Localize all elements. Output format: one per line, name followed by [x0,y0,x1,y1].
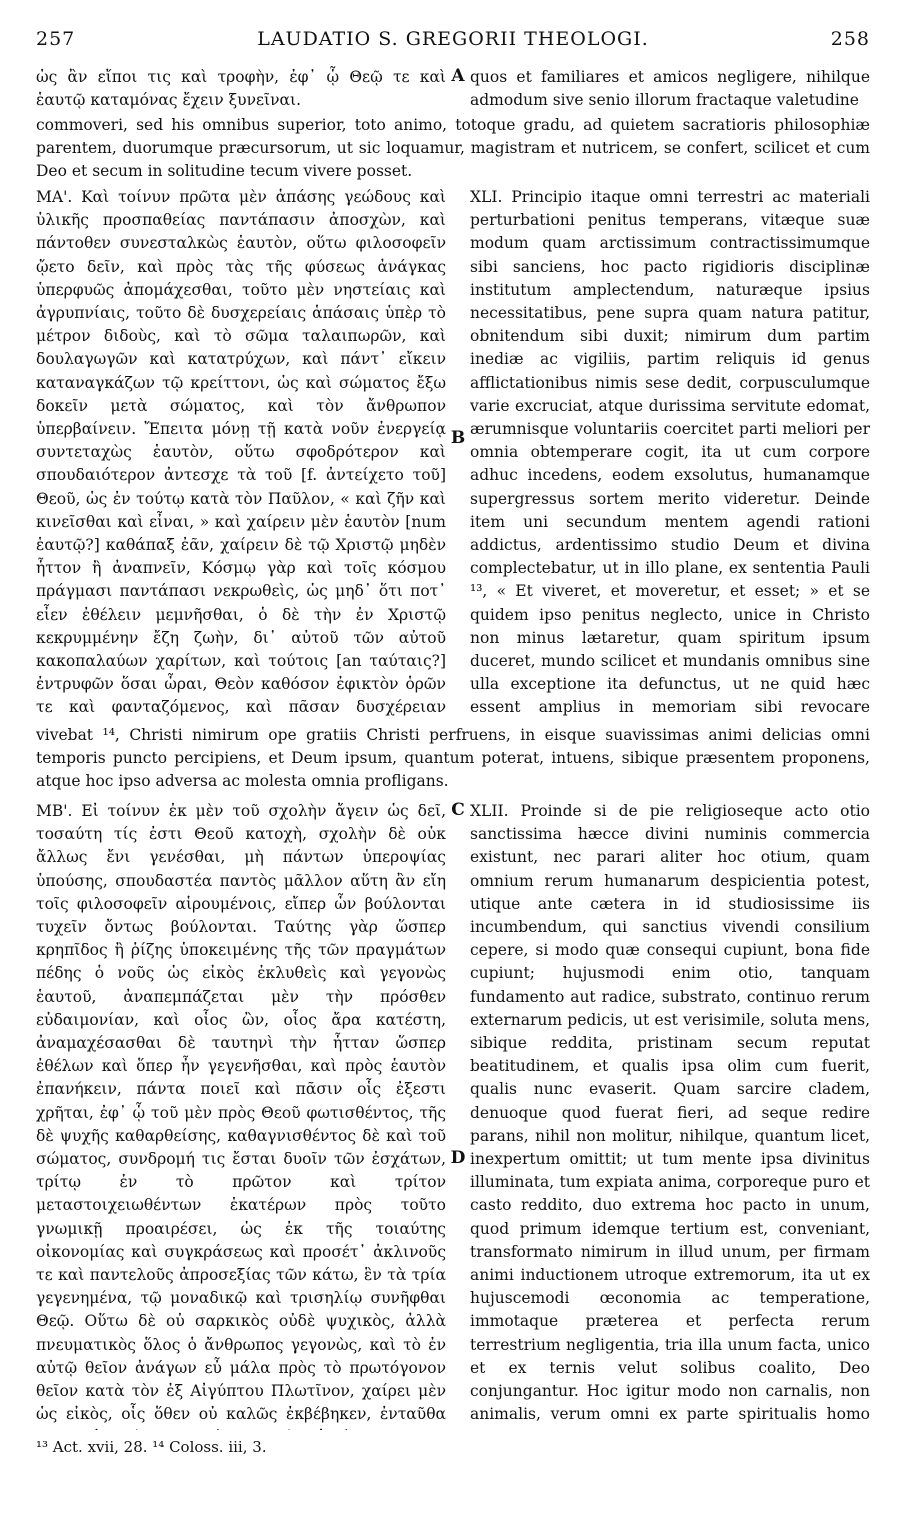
running-title: LAUDATIO S. GREGORII THEOLOGI. [257,28,649,50]
page-number-right: 258 [830,28,870,50]
greek-text-block-1: ὡς ἂν εἴποι τις καὶ τροφὴν, ἐφ᾽ ᾧ Θεῷ τε καὶ ἑαυτῷ καταμόνας ἔχειν ξυνεῖναι. [36,68,446,110]
greek-text-block-3: ΜΒ'. Εἰ τοίνυν ἐκ μὲν τοῦ σχολὴν ἄγειν ὡς δεῖ, τοσαύτη τίς ἐστι Θεοῦ κατοχὴ, σχολὴν δὲ οὐκ ἄλλως ἔνι γενέσθαι, μὴ πάντων ὑπεροψίας ὑπούσης, σπουδαστέα παντὸς μᾶλλον αὕτη ἂν εἴη τοῖς φιλοσοφεῖν αἱρουμένοις, εἴπερ ὧν βούλονται τυχεῖν ὄντως βούλονται. Ταύτης γὰρ ὥσπερ κρηπῖδος ἢ ῥίζης ὑποκειμένης τῆς τῶν πραγμάτων πέδης ὁ νοῦς ὡς εἰκὸς ἐκλυθεὶς καὶ γεγονὼς ἑαυτοῦ, ἀναπεμπάζεται μὲν τὴν πρόσθεν εὐδαιμονίαν, καὶ οἷος ὢν, οἷος ἄρα κατέστη, ἀναμαχέσασθαι δὲ ταυτηνὶ τὴν ἧτταν ὥσπερ ἐθέλων καὶ ὅπερ ἦν γεγενῆσθαι, καὶ πρὸς ἑαυτὸν ἐπανήκειν, πάντα ποιεῖ καὶ πᾶσιν οἷς ἐξεστι χρῆται, ἐφ᾽ ᾧ τοῦ μὲν πρὸς Θεοῦ φωτισθέντος, τῆς δὲ ψυχῆς καθαρθείσης, καθαγνισθέντος δὲ καὶ τοῦ σώματος, συνδρομή τις ἔσται δυοῖν τῶν ἐσχάτων, τρίτῳ ἐν τὸ πρῶτον καὶ τρίτον μεταστοιχειωθέντων ἑκατέρων πρὸς τοῦτο γνωμικῇ προαιρέσει, ὡς ἐκ τῆς τοιαύτης οἰκονομίας καὶ συγκράσεως καὶ προσέτ᾽ ἀκλινοῦς τε καὶ παντελοῦς ἀπροσεξίας τῶν κάτω, ἓν τὰ τρία γεγενημένα, τῷ μοναδικῷ καὶ τρισηλίῳ συνῆφθαι Θεῷ. Οὕτω δὲ οὐ σαρκικὸς οὐδὲ ψυχικὸς, ἀλλὰ πνευματικὸς ὅλος ὁ ἄνθρωπος γεγονὼς, καὶ τὸ ἐν αὐτῷ θεῖον ἀνάγων εὖ μάλα πρὸς τὸ πρωτόγονον θεῖον κατὰ τὸν ἐξ Αἰγύπτου Πλωτῖνον, χαίρει μὲν ὡς εἰκὸς, οἷς ὅθεν οὐ καλῶς ἐκβέβηκεν, ἐνταῦθα [36,802,446,1424]
section-marker-a: A [451,66,465,86]
section-marker-b: B [450,428,466,448]
footnotes: ¹³ Act. xvii, 28. ¹⁴ Coloss. iii, 3. [36,1438,267,1456]
page-number-left: 257 [36,28,76,50]
section-marker-d: D [450,1148,466,1168]
latin-text-block-1: quos et familiares et amicos negligere, nihilque admodum sive senio illorum fractaque valetudine [470,68,870,110]
latin-full-width-1: commoveri, sed his omnibus superior, toto animo, totoque gradu, ad quietem sacratioris philosophiæ parentem, duorumque præcursorum, ut sic loquamur, magistram et nutricem, se confert, scilicet et cum Deo et secum in solitudine tecum vivere posset. [36,116,870,181]
latin-full-width-2: vivebat ¹⁴, Christi nimirum ope gratiis Christi perfruens, in eisque suavissimas animi delicias omni temporis puncto percipiens, et Deum ipsum, quantum poterat, intuens, sibique præsentem proponens, atque hoc ipso adversa ac molesta omnia profligans. [36,726,870,791]
running-header [36,28,870,56]
section-marker-c: C [451,800,465,820]
latin-text-block-2: XLI. Principio itaque omni terrestri ac materiali perturbationi penitus temperans, vitæque suæ modum quam arctissimum contractissimumque sibi sanciens, hoc pacto rigidioris disciplinæ institutum amplectendum, naturæque ipsius necessitatibus, pene supra quam natura patitur, obnitendum sibi duxit; nimirum dum partim inediæ ac vigiliis, partim reliquis id genus afflictationibus nimis sese dedit, corpusculumque varie excruciat, atque durissima servitute edomat, ærumnisque voluntariis coercitet parti meliori per omnia obtemperare cogit, ita ut cum corpore adhuc incedens, eodem exsolutus, humanamque supergressus sortem merito videretur. Deinde item uni secundum mentem agendi rationi addictus, ardentissimo studio Deum et divina complectebatur, ut in illo plane, ex sententia Pauli ¹³, « Et viveret, et moveretur, et esset; » et se quidem ipso penitus neglecto, unice in Christo non minus lætaretur, quam spiritum ipsum duceret, mundo scilicet et mundanis omnibus sine ulla exceptione ita defunctus, ut ne quid hæc essent amplius in memoriam sibi revocare [470,188,870,717]
greek-text-block-2: ΜΑ'. Καὶ τοίνυν πρῶτα μὲν ἁπάσης γεώδους καὶ ὑλικῆς προσπαθείας παντάπασιν ἀποσχὼν, καὶ πάντοθεν συνεσταλκὼς ἑαυτὸν, οὕτω φιλοσοφεῖν ᾤετο δεῖν, καὶ πρὸς τὰς τῆς φύσεως ἀνάγκας ὑπερφυῶς ἀπομάχεσθαι, τοῦτο μὲν νηστείαις καὶ ἀγρυπνίαις, τοῦτο δὲ δυσχερείαις ἁπάσαις ὑπὲρ τὸ μέτρον διδοὺς, καὶ τὸ σῶμα ταλαιπωρῶν, καὶ δουλαγωγῶν καὶ κατατρύχων, καὶ πάντ᾽ εἴκειν καταναγκάζων τῷ κρείττονι, ὡς καὶ σώματος ἔξω δοκεῖν μετὰ σώματος, καὶ τὸν ἄνθρωπον ὑπερβαίνειν. Ἔπειτα μόνῃ τῇ κατὰ νοῦν ἐνεργείᾳ συντεταχὼς ἑαυτὸν, οὕτω σφοδρότερον καὶ σπουδαιότερον ἀντεσχε τὰ τοῦ [f. ἀντείχετο τοῦ] Θεοῦ, ὡς ἐν τούτῳ κατὰ τὸν Παῦλον, « καὶ ζῆν καὶ κινεῖσθαι καὶ εἶναι, » καὶ χαίρειν μὲν ἑαυτὸν [num ἑαυτῷ?] καθάπαξ ἐᾶν, χαίρειν δὲ τῷ Χριστῷ μηδὲν ἧττον ἢ ἀναπνεῖν, Κόσμῳ γὰρ καὶ τοῖς κόσμου πράγμασι παντάπασι νεκρωθεὶς, ὡς μηδ᾽ ὅτι ποτ᾽ εἶεν ἐθέλειν μεμνῆσθαι, ὁ δὲ τὴν ἐν Χριστῷ κεκρυμμένην ἔζη ζωὴν, δι᾽ αὐτοῦ τῶν αὐτοῦ κακοπαλαύων χαρίτων, καὶ τούτοις [an ταύταις?] ἐντρυφῶν ὅσαι ὧραι, Θεὸν καθόσον ἐφικτὸν ὁρῶν τε καὶ φανταζόμενος, καὶ πᾶσαν δυσχέρειαν [36,188,446,717]
latin-text-block-3: XLII. Proinde si de pie religioseque acto otio sanctissima hæcce divini numinis commercia existunt, nec parari aliter hoc otium, quam omnium rerum humanarum despicientia potest, utique ante cætera in id studiosissime iis incumbendum, qui sanctius vivendi consilium cepere, si modo quæ consequi cupiunt, bona fide cupiunt; hujusmodi enim otio, tanquam fundamento aut radice, substrato, continuo rerum externarum pedicis, ut est verisimile, soluta mens, sibique reddita, pristinam secum reputat beatitudinem, et qualis ipsa olim cum fuerit, qualis nunc evaserit. Quam sarcire cladem, denuoque quod fuerat fieri, ad seque redire parans, nihil non molitur, nihilque, quantum licet, inexpertum omittit; ut tum mente ipsa divinitus illuminata, tum expiata anima, corporeque puro et casto reddito, duo extrema hoc pacto in unum, quod primum idemque tertium est, conveniant, transformato nimirum in illud unum, per firmam animi inductionem utroque extremorum, ita ut ex hujuscemodi œconomia ac temperatione, immotaque præterea et perfecta rerum terrestrium negligentia, tria illa unum facta, unico et ex ternis velut solibus coalito, Deo conjungantur. Hoc igitur modo non carnalis, non animalis, verum omni ex parte spiritualis homo [470,802,870,1424]
